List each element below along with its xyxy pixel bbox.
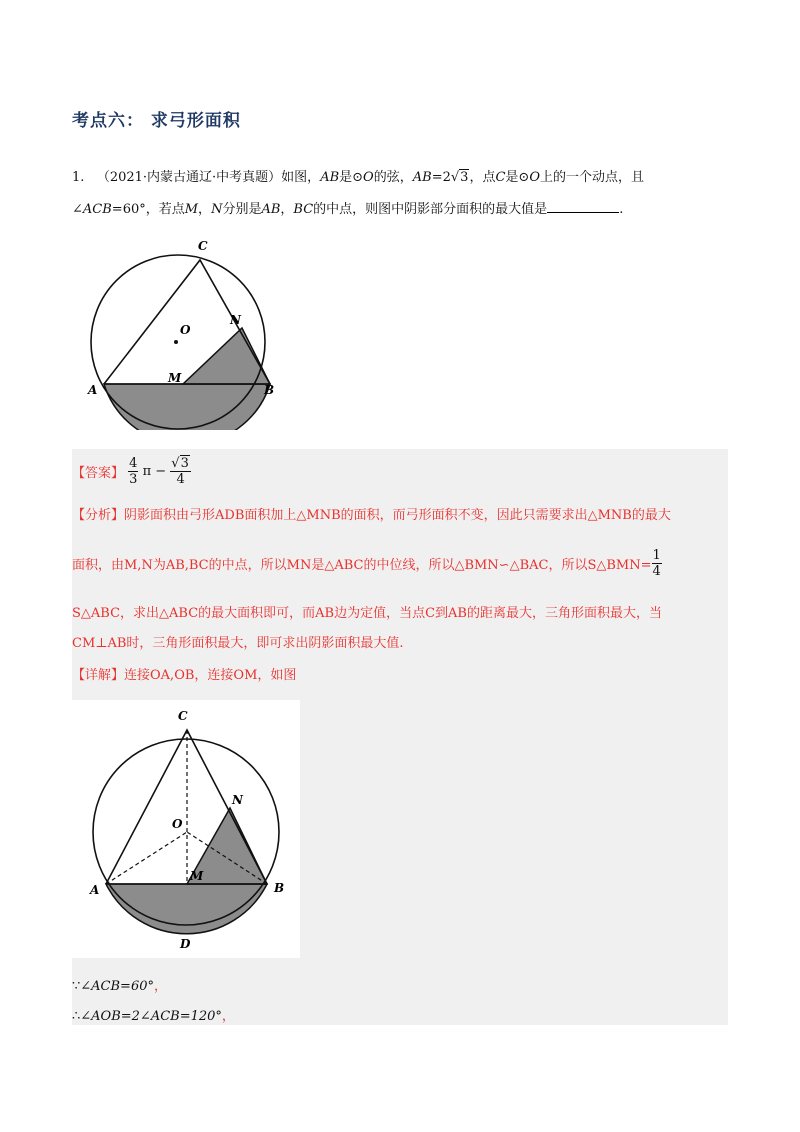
section-heading: 考点六： 求弓形面积: [72, 111, 241, 131]
step-2: [72, 1005, 235, 1024]
numerator: 1: [652, 548, 661, 563]
numerator: 4: [129, 456, 138, 471]
math-var: AB: [412, 170, 432, 185]
question-source: （2021·内蒙古通辽·中考真题）: [96, 170, 282, 185]
label-b: B: [274, 881, 285, 895]
triangle-mnb-shaded: [183, 328, 270, 384]
analysis-line-4: [72, 632, 404, 651]
text: .: [619, 202, 624, 217]
label-o: O: [180, 323, 191, 337]
math-var: AB: [261, 202, 281, 217]
denominator: 4: [652, 564, 661, 579]
sqrt-symbol: √: [450, 170, 460, 185]
answer-label: 【答案】: [72, 466, 125, 481]
text: 如图，: [281, 170, 321, 185]
question-line-1: [72, 168, 644, 188]
step-text: AOB=2∠ACB=120°: [91, 1009, 222, 1024]
fraction-sqrt3-4: [170, 456, 191, 487]
analysis-text: 面积，由M,N为AB,BC的中点，所以MN是△ABC的中位线，所以△BMN∽△BAC，所以S△BMN=: [72, 558, 652, 573]
analysis-label: 【分析】: [72, 508, 125, 523]
step-symbol: ∵∠: [72, 979, 92, 994]
text: 是⊙: [339, 170, 364, 185]
radicand: 3: [180, 456, 189, 471]
segment-shaded: [106, 884, 267, 934]
analysis-line-3: [72, 602, 662, 621]
detail-label: 【详解】: [72, 668, 125, 683]
denominator: 3: [129, 472, 138, 487]
math-var: ACB: [82, 202, 112, 217]
label-o: O: [172, 817, 183, 831]
figure-1-circle-diagram: [80, 230, 280, 430]
label-n: N: [230, 313, 241, 327]
pi-minus: π −: [142, 464, 167, 479]
label-a: A: [90, 883, 100, 897]
label-d: D: [180, 937, 191, 951]
math-var: O: [363, 170, 374, 185]
math-var: M: [184, 202, 199, 217]
math-var: 3: [460, 170, 469, 185]
text: ，: [280, 202, 294, 217]
step-punct: ，: [154, 979, 168, 994]
analysis-text: CM⊥AB时，三角形面积最大，即可求出阴影面积最大值.: [72, 636, 404, 651]
step-1: [72, 975, 167, 994]
label-c: C: [178, 709, 188, 723]
analysis-text: 阴影面积由弓形ADB面积加上△MNB的面积，而弓形面积不变，因此只需要求出△MNB的最大: [124, 508, 671, 523]
label-b: B: [264, 383, 275, 397]
angle-symbol: ∠: [72, 202, 83, 217]
text: 分别是: [222, 202, 262, 217]
text: =60°，若点: [111, 202, 185, 217]
math-var: N: [211, 202, 223, 217]
step-symbol: ∴∠: [72, 1009, 92, 1024]
step-text: ACB=60°: [91, 979, 154, 994]
step-punct: ，: [221, 1009, 235, 1024]
fraction-4-3: [128, 456, 138, 487]
denominator: 4: [176, 472, 185, 487]
math-var: O: [529, 170, 540, 185]
label-n: N: [232, 793, 243, 807]
numerator: √3: [171, 456, 189, 471]
text: 的弦，: [373, 170, 413, 185]
analysis-text: S△ABC，求出△ABC的最大面积即可，而AB边为定值，当点C到AB的距离最大，三角形面积最大，当: [72, 606, 662, 621]
figure-2-circle-diagram: [80, 704, 295, 954]
label-m: M: [190, 869, 204, 883]
text: ，: [198, 202, 212, 217]
question-line-2: [72, 200, 623, 220]
text: =2: [431, 170, 451, 185]
detail-line: [72, 664, 296, 683]
label-c: C: [198, 239, 208, 253]
text: 上的一个动点，且: [539, 170, 644, 185]
detail-text: 连接OA,OB，连接OM，如图: [124, 668, 297, 683]
answer-line: [72, 456, 191, 487]
math-var: AB: [320, 170, 340, 185]
math-var: C: [495, 170, 506, 185]
text: 的中点，则图中阴影部分面积的最大值是: [313, 202, 548, 217]
question-number: 1.: [72, 170, 85, 185]
analysis-line-1: [72, 504, 671, 523]
line-oa-dashed: [106, 832, 187, 884]
segment-shaded: [104, 384, 270, 430]
label-a: A: [88, 383, 98, 397]
analysis-line-2: [72, 548, 662, 579]
math-var: BC: [293, 202, 314, 217]
label-m: M: [168, 371, 182, 385]
text: 是⊙: [505, 170, 530, 185]
center-dot: [174, 340, 178, 344]
answer-blank: [547, 200, 619, 213]
text: ，点: [469, 170, 496, 185]
fraction-1-4: [652, 548, 662, 579]
